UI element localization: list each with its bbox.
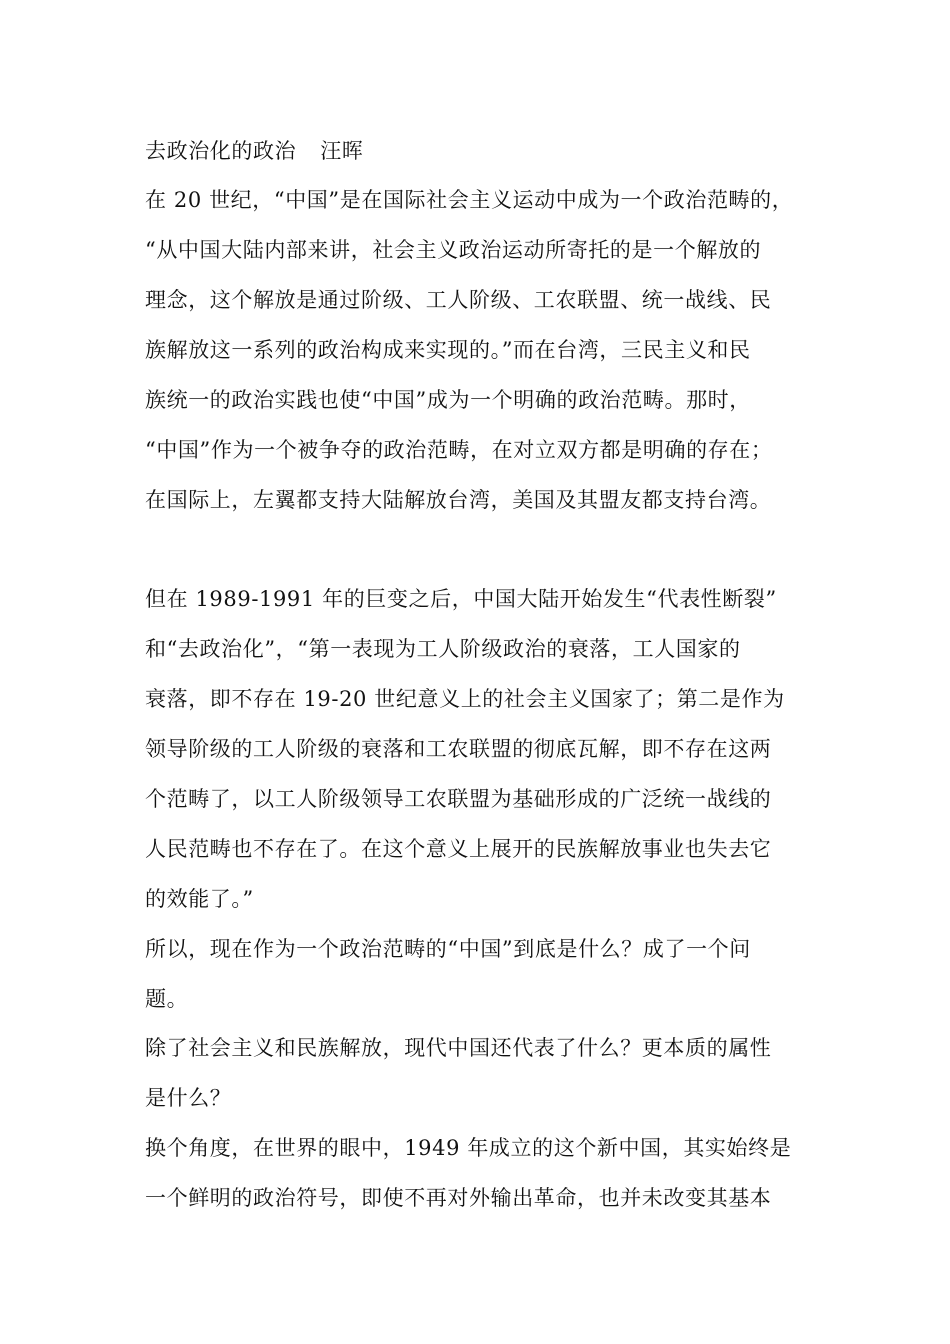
document-title-line: [145, 137, 363, 165]
text-line: 所以，现在作为一个政治范畴的“中国”到底是什么？成了一个问: [145, 937, 751, 961]
text-line: 除了社会主义和民族解放，现代中国还代表了什么？更本质的属性: [145, 1036, 772, 1060]
text-line: 理念，这个解放是通过阶级、工人阶级、工农联盟、统一战线、民: [145, 288, 772, 312]
text-line: 题。: [145, 987, 189, 1011]
text-line: 在 20 世纪，“中国”是在国际社会主义运动中成为一个政治范畴的，: [145, 188, 794, 212]
document-title: 去政治化的政治: [145, 139, 297, 163]
text-line: 领导阶级的工人阶级的衰落和工农联盟的彻底瓦解，即不存在这两: [145, 737, 772, 761]
document-author: 汪晖: [320, 139, 364, 163]
text-line: 换个角度，在世界的眼中，1949 年成立的这个新中国，其实始终是: [145, 1136, 792, 1160]
text-line: 衰落，即不存在 19-20 世纪意义上的社会主义国家了；第二是作为: [145, 687, 785, 711]
text-line: “从中国大陆内部来讲，社会主义政治运动所寄托的是一个解放的: [145, 238, 762, 262]
text-line: 族解放这一系列的政治构成来实现的。”而在台湾，三民主义和民: [145, 338, 751, 362]
text-line: “中国”作为一个被争夺的政治范畴，在对立双方都是明确的存在；: [145, 438, 773, 462]
text-line: 人民范畴也不存在了。在这个意义上展开的民族解放事业也失去它: [145, 837, 772, 861]
text-line: 族统一的政治实践也使“中国”成为一个明确的政治范畴。那时，: [145, 388, 751, 412]
text-line: 和“去政治化”，“第一表现为工人阶级政治的衰落，工人国家的: [145, 637, 741, 661]
text-line: 一个鲜明的政治符号，即使不再对外输出革命，也并未改变其基本: [145, 1186, 772, 1210]
text-line: 的效能了。”: [145, 887, 254, 911]
text-line: 但在 1989-1991 年的巨变之后，中国大陆开始发生“代表性断裂”: [145, 587, 777, 611]
text-line: 个范畴了，以工人阶级领导工农联盟为基础形成的广泛统一战线的: [145, 787, 772, 811]
text-line: 在国际上，左翼都支持大陆解放台湾，美国及其盟友都支持台湾。: [145, 488, 772, 512]
text-line: 是什么？: [145, 1086, 232, 1110]
